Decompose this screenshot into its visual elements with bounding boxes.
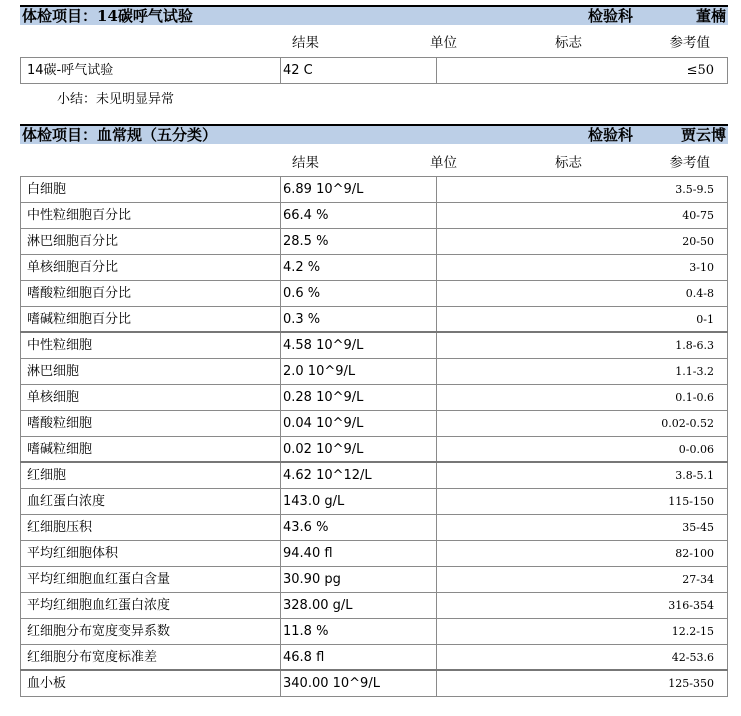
item-name: 单核细胞 xyxy=(20,385,280,410)
item-result: 46.8 fl xyxy=(280,645,436,669)
table-row xyxy=(20,307,728,333)
item-reference: 1.1-3.2 xyxy=(675,365,714,378)
item-name: 红细胞分布宽度变异系数 xyxy=(20,619,280,644)
empty-cell xyxy=(436,58,728,83)
item-reference: 0-1 xyxy=(696,313,714,326)
item-name: 中性粒细胞 xyxy=(20,333,280,358)
item-result: 0.04 10^9/L xyxy=(280,411,436,436)
item-name: 嗜碱粒细胞 xyxy=(20,437,280,461)
item-name: 白细胞 xyxy=(20,177,280,202)
empty-cell xyxy=(436,255,728,280)
item-reference: 0.02-0.52 xyxy=(661,417,714,430)
doctor-name: 贾云博 xyxy=(680,126,726,144)
item-reference: 27-34 xyxy=(682,573,714,586)
table-row xyxy=(20,619,728,645)
item-reference: 125-350 xyxy=(668,677,714,690)
table-row xyxy=(20,411,728,437)
item-result: 4.58 10^9/L xyxy=(280,333,436,358)
item-reference: 40-75 xyxy=(682,209,714,222)
item-name: 血小板 xyxy=(20,671,280,696)
column-header-unit: 单位 xyxy=(430,155,457,171)
table-row xyxy=(20,333,728,359)
table-row xyxy=(20,593,728,619)
item-reference: 3.5-9.5 xyxy=(675,183,714,196)
column-header-result: 结果 xyxy=(292,155,319,171)
table-row xyxy=(20,671,728,697)
result-table xyxy=(20,176,728,697)
item-result: 28.5 % xyxy=(280,229,436,254)
item-result: 11.8 % xyxy=(280,619,436,644)
section-header xyxy=(20,5,728,25)
item-reference: ≤50 xyxy=(686,63,714,78)
item-result: 6.89 10^9/L xyxy=(280,177,436,202)
item-reference: 0.4-8 xyxy=(685,287,714,300)
section-header xyxy=(20,124,728,144)
item-name: 淋巴细胞百分比 xyxy=(20,229,280,254)
table-row xyxy=(20,645,728,671)
column-header-reference: 参考值 xyxy=(669,155,710,171)
table-row xyxy=(20,255,728,281)
item-name: 平均红细胞血红蛋白含量 xyxy=(20,567,280,592)
item-name: 红细胞压积 xyxy=(20,515,280,540)
item-reference: 3.8-5.1 xyxy=(675,469,714,482)
column-header-flag: 标志 xyxy=(555,35,582,51)
item-name: 嗜碱粒细胞百分比 xyxy=(20,307,280,331)
column-header-flag: 标志 xyxy=(555,155,582,171)
item-reference: 0-0.06 xyxy=(678,443,714,456)
item-result: 30.90 pg xyxy=(280,567,436,592)
item-reference: 42-53.6 xyxy=(671,651,714,664)
item-reference: 1.8-6.3 xyxy=(675,339,714,352)
section-title: 体检项目：血常规（五分类） xyxy=(22,126,218,144)
item-reference: 115-150 xyxy=(668,495,714,508)
item-result: 143.0 g/L xyxy=(280,489,436,514)
item-name: 血红蛋白浓度 xyxy=(20,489,280,514)
item-name: 嗜酸粒细胞百分比 xyxy=(20,281,280,306)
exam-section-breath-test xyxy=(20,5,728,115)
column-header-unit: 单位 xyxy=(430,35,457,51)
item-result: 0.6 % xyxy=(280,281,436,306)
item-name: 平均红细胞体积 xyxy=(20,541,280,566)
item-reference: 0.1-0.6 xyxy=(675,391,714,404)
table-row xyxy=(20,463,728,489)
table-row xyxy=(20,515,728,541)
item-reference: 3-10 xyxy=(689,261,714,274)
column-header-reference: 参考值 xyxy=(669,35,710,51)
item-result: 66.4 % xyxy=(280,203,436,228)
item-result: 4.2 % xyxy=(280,255,436,280)
column-header-result: 结果 xyxy=(292,35,319,51)
table-row xyxy=(20,437,728,463)
item-result: 42 C xyxy=(280,58,436,83)
exam-section-blood-routine xyxy=(20,124,728,716)
result-table xyxy=(20,57,728,84)
table-row xyxy=(20,489,728,515)
item-name: 红细胞分布宽度标准差 xyxy=(20,645,280,669)
item-result: 0.02 10^9/L xyxy=(280,437,436,461)
item-name: 平均红细胞血红蛋白浓度 xyxy=(20,593,280,618)
table-row xyxy=(20,359,728,385)
item-name: 淋巴细胞 xyxy=(20,359,280,384)
item-result: 328.00 g/L xyxy=(280,593,436,618)
item-result: 0.3 % xyxy=(280,307,436,331)
empty-cell xyxy=(436,281,728,306)
item-name: 14碳-呼气试验 xyxy=(20,58,280,83)
table-row xyxy=(20,541,728,567)
table-row xyxy=(20,203,728,229)
section-title: 体检项目：14碳呼气试验 xyxy=(22,7,193,25)
table-row xyxy=(20,58,728,84)
empty-cell xyxy=(436,307,728,331)
item-name: 中性粒细胞百分比 xyxy=(20,203,280,228)
table-row xyxy=(20,229,728,255)
item-result: 0.28 10^9/L xyxy=(280,385,436,410)
item-reference: 35-45 xyxy=(682,521,714,534)
doctor-name: 董楠 xyxy=(695,7,726,25)
item-reference: 316-354 xyxy=(668,599,714,612)
table-row xyxy=(20,281,728,307)
item-result: 4.62 10^12/L xyxy=(280,463,436,488)
item-reference: 20-50 xyxy=(682,235,714,248)
item-result: 43.6 % xyxy=(280,515,436,540)
item-result: 94.40 fl xyxy=(280,541,436,566)
table-row xyxy=(20,177,728,203)
item-reference: 12.2-15 xyxy=(671,625,714,638)
department-label: 检验科 xyxy=(588,7,634,25)
item-name: 嗜酸粒细胞 xyxy=(20,411,280,436)
section-summary: 小结：未见明显异常 xyxy=(57,92,175,107)
item-reference: 82-100 xyxy=(675,547,714,560)
item-name: 单核细胞百分比 xyxy=(20,255,280,280)
item-result: 340.00 10^9/L xyxy=(280,671,436,696)
department-label: 检验科 xyxy=(588,126,634,144)
item-result: 2.0 10^9/L xyxy=(280,359,436,384)
table-row xyxy=(20,567,728,593)
table-row xyxy=(20,385,728,411)
item-name: 红细胞 xyxy=(20,463,280,488)
